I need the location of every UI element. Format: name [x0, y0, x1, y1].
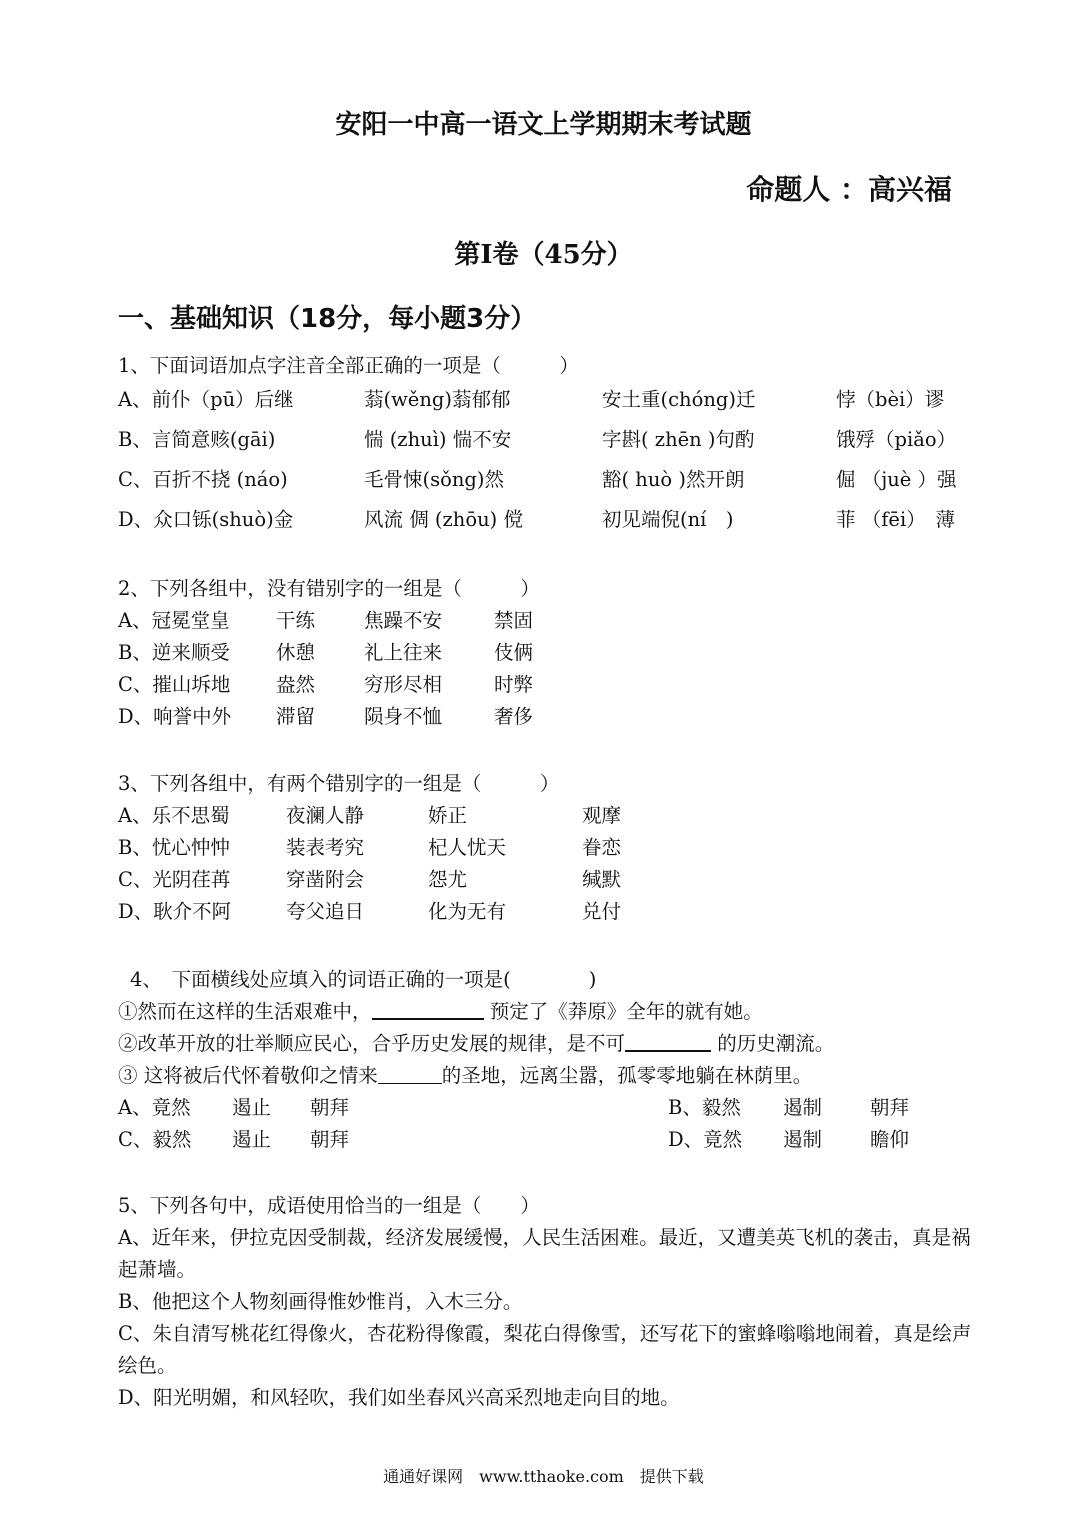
- option-a: A、近年来，伊拉克因受制裁，经济发展缓慢，人民生活困难。最近，又遭美英飞机的袭击，真是祸起萧墙。: [118, 1226, 971, 1281]
- option-cell: 夸父追日: [286, 900, 365, 923]
- option-cell: 朝拜: [310, 1128, 350, 1151]
- fill-text: 的圣地，远离尘嚣，孤零零地躺在林荫里。: [441, 1064, 813, 1087]
- option-row: [118, 637, 978, 669]
- option-cell: C、光阴荏苒: [118, 868, 231, 891]
- option-cell: 遏止: [232, 1096, 272, 1119]
- option-cell: D、耿介不阿: [118, 900, 232, 923]
- option-cell: D、众口铄(shuò)金: [118, 508, 294, 531]
- fill-text: ①然而在这样的生活艰难中，: [118, 1000, 372, 1023]
- option-cell: 怨尤: [428, 868, 468, 891]
- option-row: [118, 832, 978, 864]
- fill-text: 预定了《莽原》全年的就有她。: [483, 1000, 763, 1023]
- option-cell: 陨身不恤: [364, 705, 443, 728]
- option-row: [118, 605, 978, 637]
- option-cell: 装表考究: [286, 836, 365, 859]
- option-cell: 朝拜: [870, 1096, 910, 1119]
- option-cell: C、摧山坼地: [118, 673, 231, 696]
- option-cell: 遏制: [783, 1128, 823, 1151]
- option-cell: 杞人忧天: [428, 836, 507, 859]
- option-cell: 化为无有: [428, 900, 507, 923]
- option-cell: 焦躁不安: [364, 609, 443, 632]
- fill-text: 的历史潮流。: [711, 1032, 835, 1055]
- option-cell: A、前仆（pū）后继: [118, 388, 294, 411]
- option-row: [118, 701, 978, 733]
- option-row: [118, 896, 978, 928]
- option-cell: 娇正: [428, 804, 468, 827]
- question-stem: 4、 下面横线处应填入的词语正确的一项是( ): [130, 968, 597, 991]
- option-cell: D、响誉中外: [118, 705, 232, 728]
- question-4: [118, 964, 978, 1156]
- option-cell: 瞻仰: [870, 1128, 910, 1151]
- option-cell: 菲 （fēi） 薄: [836, 508, 955, 531]
- option-cell: 眷恋: [582, 836, 622, 859]
- option-cell: 盎然: [276, 673, 316, 696]
- option-cell: 饿殍（piǎo）: [836, 428, 957, 451]
- option-cell: 缄默: [582, 868, 622, 891]
- option-cell: 遏止: [232, 1128, 272, 1151]
- fill-blank: [372, 1018, 484, 1020]
- option-cell: A、乐不思蜀: [118, 804, 230, 827]
- option-row: [118, 1124, 978, 1156]
- question-stem: 2、下列各组中，没有错别字的一组是（ ）: [118, 577, 540, 600]
- question-2: [118, 573, 978, 733]
- option-cell: B、言简意赅(gāi): [118, 428, 276, 451]
- option-row: [118, 382, 978, 422]
- option-row: [118, 502, 978, 542]
- option-cell: 滞留: [276, 705, 316, 728]
- option-cell: 夜澜人静: [286, 804, 365, 827]
- option-row: [118, 800, 978, 832]
- fill-text: ③ 这将被后代怀着敬仰之情来: [118, 1064, 378, 1087]
- option-cell: 蓊(wěng)蓊郁郁: [364, 388, 511, 411]
- question-stem: 3、下列各组中，有两个错别字的一组是（ ）: [118, 772, 560, 795]
- option-row: [118, 422, 978, 462]
- option-cell: 禁固: [494, 609, 534, 632]
- option-cell: 伎俩: [494, 641, 534, 664]
- option-cell: 豁( huò )然开朗: [602, 468, 745, 491]
- fill-line: [118, 1060, 978, 1092]
- option-cell: B、忧心忡忡: [118, 836, 230, 859]
- fill-line: [118, 1028, 978, 1060]
- fill-line: [118, 996, 978, 1028]
- option-cell: 穷形尽相: [364, 673, 443, 696]
- section-heading: 一、基础知识（18分，每小题3分）: [118, 304, 537, 334]
- question-stem: 1、下面词语加点字注音全部正确的一项是（ ）: [118, 354, 579, 377]
- option-cell: 遏制: [783, 1096, 823, 1119]
- option-cell: 兑付: [582, 900, 622, 923]
- option-cell: B、逆来顺受: [118, 641, 230, 664]
- fill-text: ②改革开放的壮举顺应民心，合乎历史发展的规律，是不可: [118, 1032, 626, 1055]
- option-cell: 干练: [276, 609, 316, 632]
- option-cell: 安土重(chóng)迁: [602, 388, 756, 411]
- option-cell: 观摩: [582, 804, 622, 827]
- option-row: [118, 669, 978, 701]
- option-cell: 礼上往来: [364, 641, 443, 664]
- option-cell: 倔 （juè ）强: [836, 468, 957, 491]
- author-line: 命题人 ：高兴福: [746, 173, 952, 206]
- option-c: C、朱自清写桃花红得像火，杏花粉得像霞，梨花白得像雪，还写花下的蜜蜂嗡嗡地闹着，真是绘声绘色。: [118, 1322, 972, 1377]
- page-footer: 通通好课网 www.tthaoke.com 提供下载: [383, 1467, 704, 1486]
- option-cell: 惴 (zhuì) 惴不安: [364, 428, 512, 451]
- question-1: [118, 350, 978, 542]
- fill-blank: [378, 1083, 442, 1084]
- question-stem: 5、下列各句中，成语使用恰当的一组是（ ）: [118, 1194, 540, 1217]
- option-cell: C、毅然: [118, 1128, 192, 1151]
- option-d: D、阳光明媚，和风轻吹，我们如坐春风兴高采烈地走向目的地。: [118, 1386, 680, 1409]
- option-cell: 穿凿附会: [286, 868, 365, 891]
- option-cell: 毛骨悚(sǒng)然: [364, 468, 505, 491]
- option-cell: 初见端倪(ní ): [602, 508, 734, 531]
- option-cell: 悖（bèi）谬: [836, 388, 945, 411]
- option-cell: 风流 倜 (zhōu) 傥: [364, 508, 523, 531]
- option-cell: D、竟然: [668, 1128, 743, 1151]
- option-cell: 字斟( zhēn )句酌: [602, 428, 755, 451]
- option-row: [118, 864, 978, 896]
- option-cell: A、冠冕堂皇: [118, 609, 230, 632]
- option-row: [118, 462, 978, 502]
- option-cell: B、毅然: [668, 1096, 741, 1119]
- fill-blank: [625, 1050, 711, 1052]
- option-cell: A、竟然: [118, 1096, 191, 1119]
- option-row: [118, 1092, 978, 1124]
- option-cell: 奢侈: [494, 705, 534, 728]
- part-heading: 第Ⅰ卷（45分）: [454, 240, 633, 270]
- question-5: [118, 1190, 978, 1414]
- question-3: [118, 768, 978, 928]
- option-cell: 朝拜: [310, 1096, 350, 1119]
- exam-title: 安阳一中高一语文上学期期末考试题: [335, 110, 752, 140]
- option-b: B、他把这个人物刻画得惟妙惟肖，入木三分。: [118, 1290, 523, 1313]
- option-cell: 时弊: [494, 673, 534, 696]
- option-cell: C、百折不挠 (náo): [118, 468, 288, 491]
- option-cell: 休憩: [276, 641, 316, 664]
